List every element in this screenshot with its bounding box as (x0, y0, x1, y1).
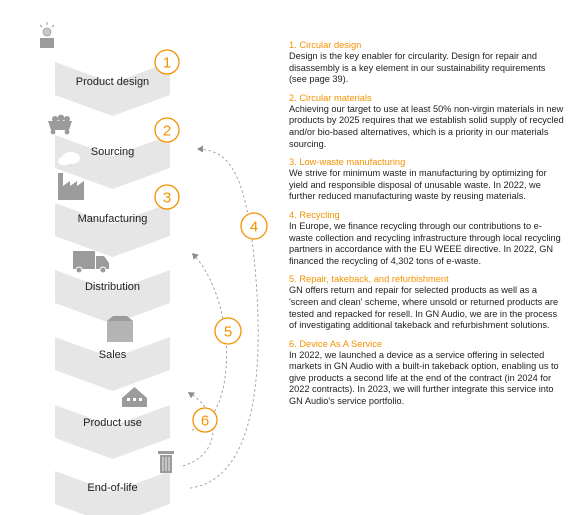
arrow-head (197, 146, 203, 153)
svg-text:3: 3 (162, 189, 172, 207)
section (289, 209, 565, 267)
section-heading: 1. Circular design (289, 40, 362, 50)
section-heading: 3. Low-waste manufacturing (289, 157, 406, 168)
arrow-head (188, 392, 195, 398)
shopping-box-icon (107, 316, 133, 342)
section (289, 338, 565, 408)
number-badge (215, 318, 241, 344)
stage-label: Manufacturing (77, 213, 148, 225)
stage-label: Sourcing (90, 146, 135, 158)
section-heading: 5. Repair, takeback, and refurbishment (289, 274, 449, 285)
section (289, 273, 565, 331)
stage-label: Sales (98, 349, 127, 361)
stage-band (55, 62, 170, 116)
number-badge (241, 213, 267, 239)
section (289, 39, 565, 86)
number-badge (155, 118, 179, 142)
number-badge (155, 185, 179, 209)
delivery-truck-icon (73, 251, 109, 273)
stage-label: Product design (75, 76, 150, 88)
section (289, 156, 565, 203)
section-heading: 6. Device As A Service (289, 338, 383, 349)
section-body: We strive for minimum waste in manufacturing by optimizing for yield and responsible disposal of unusable waste. In 2022, we further reduced manufacturing waste by reusing materials. (289, 168, 547, 202)
arrow-head (192, 253, 199, 260)
stage-label: Distribution (84, 281, 141, 293)
number-badge (193, 408, 217, 432)
section (289, 92, 565, 150)
stage-band (55, 405, 170, 459)
section-body: Design is the key enabler for circularity. Design for repair and disassembly is a key element in our sustainability requirements (see page 39). (289, 51, 546, 85)
section-heading: 2. Circular materials (289, 92, 372, 103)
svg-text:4: 4 (249, 218, 259, 236)
house-icon (122, 387, 147, 407)
svg-text:6: 6 (200, 412, 210, 430)
svg-text:5: 5 (223, 323, 233, 341)
section-heading: 4. Recycling (289, 209, 340, 220)
trash-can-icon (158, 451, 174, 473)
svg-text:2: 2 (162, 122, 172, 140)
text-column (289, 39, 565, 414)
stage-band (55, 203, 170, 257)
stage-label: End-of-life (87, 482, 138, 494)
stage-label: Product use (83, 417, 142, 429)
svg-text:1: 1 (162, 54, 172, 72)
section-body: In 2022, we launched a device as a service offering in selected markets in GN Audio with a built-in takeback option, enabling us to give products a second life at the end of the contract (in 2024 for 2022 contracts). In 2023, we will further integrate this service into GN Audio's service portfolio. (289, 349, 559, 407)
stage-band (55, 337, 170, 391)
lightbulb-box-icon (40, 22, 54, 48)
section-body: In Europe, we finance recycling through our contributions to e-waste collection and recycling infrastructure through local recycling partners in accordance with the EU WEEE directive. In 2022, GN financed the recycling of 4,302 tons of e-waste. (289, 220, 561, 266)
section-body: GN offers return and repair for selected products as well as a 'screen and clean' scheme, where unsold or returned products are tested and repacked for resell. In GN Audio, we are in the process of investigating additional takeback and refurbishment solutions. (289, 285, 559, 331)
section-body: Achieving our target to use at least 50% non-virgin materials in new products by 2025 requires that we establish solid supply of recycled and/or bio-based alternatives, which is a priority in our materials sourcing. (289, 103, 564, 149)
stage-band (55, 270, 170, 324)
number-badge (155, 50, 179, 74)
